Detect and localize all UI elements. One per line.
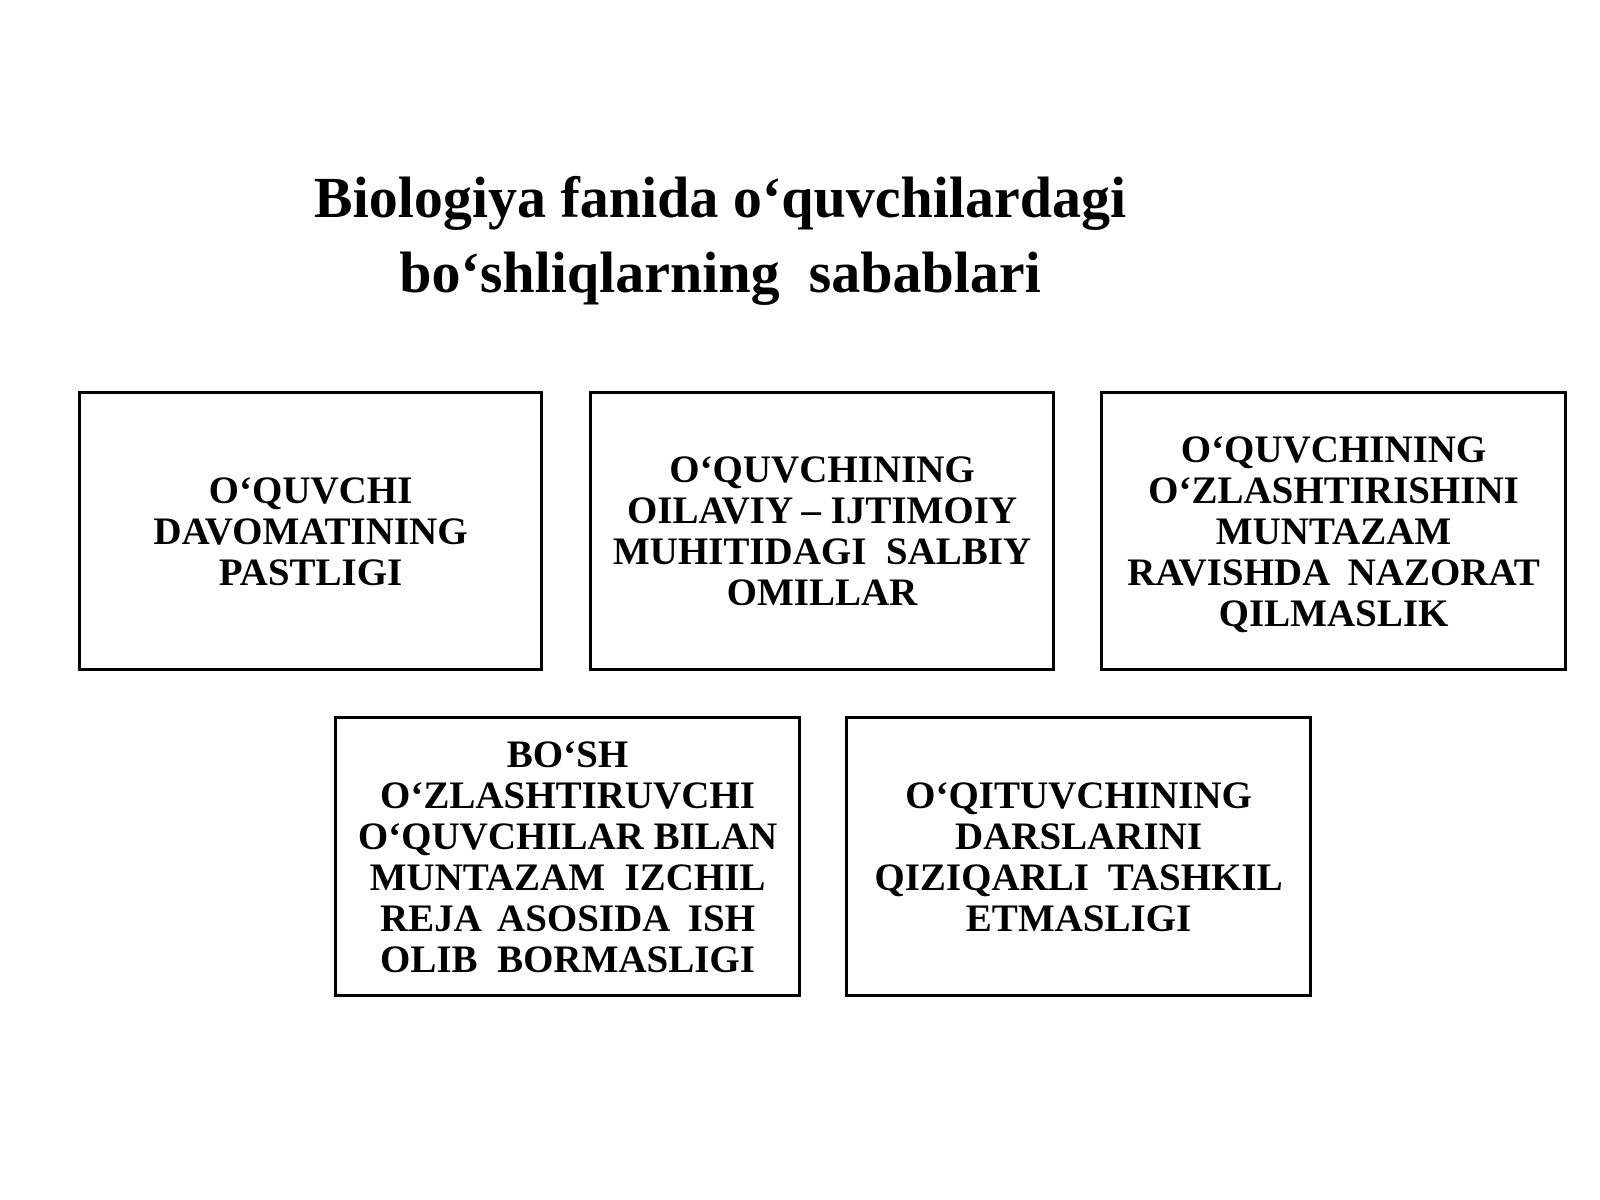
cause-box-text-line: MUHITIDAGI SALBIY (612, 530, 1032, 573)
cause-box-text-line: ETMASLIGI (965, 896, 1192, 940)
cause-box-text-line: QIZIQARLI TASHKIL (874, 855, 1283, 899)
cause-box-text-line: DARSLARINI (954, 814, 1203, 858)
cause-box-text-line: O‘QUVCHINING (1180, 427, 1487, 471)
slide-title (240, 160, 1200, 310)
cause-box-progress-control (1100, 391, 1567, 671)
cause-box-text-line: O‘QUVCHILAR BILAN (357, 814, 778, 858)
cause-box-text-line: RAVISHDA NAZORAT (1127, 550, 1540, 594)
cause-box-text-line: O‘QUVCHI (208, 468, 413, 512)
cause-box-text-line: PASTLIGI (218, 550, 403, 594)
slide-title-line-1: Biologiya fanida o‘quvchilardagi (313, 165, 1127, 230)
cause-box-text-line: OILAVIY – IJTIMOIY (626, 489, 1018, 532)
slide-title-line-2: bo‘shliqlarning sabablari (399, 240, 1041, 305)
cause-box-text-line: DAVOMATINING (153, 509, 468, 553)
cause-box-text-line: REJA ASOSIDA ISH (380, 896, 755, 940)
cause-box-text-line: QILMASLIK (1218, 591, 1449, 635)
cause-box-text-line: O‘QITUVCHINING (905, 773, 1252, 817)
cause-box-text-line: OMILLAR (726, 571, 918, 614)
cause-box-text-line: O‘QUVCHINING (669, 448, 975, 491)
cause-box-attendance (78, 391, 543, 671)
cause-box-text-line: BO‘SH (506, 732, 629, 776)
cause-box-text-line: MUNTAZAM (1215, 509, 1452, 553)
cause-box-text-line: MUNTAZAM IZCHIL (369, 855, 766, 899)
cause-box-text-line: OLIB BORMASLIGI (380, 937, 755, 981)
cause-box-uninteresting-lessons (845, 716, 1312, 997)
cause-box-family-environment (589, 391, 1055, 671)
cause-box-weak-students-plan (334, 716, 801, 997)
cause-box-text-line: O‘ZLASHTIRISHINI (1148, 468, 1519, 512)
cause-box-text-line: O‘ZLASHTIRUVCHI (380, 773, 755, 817)
